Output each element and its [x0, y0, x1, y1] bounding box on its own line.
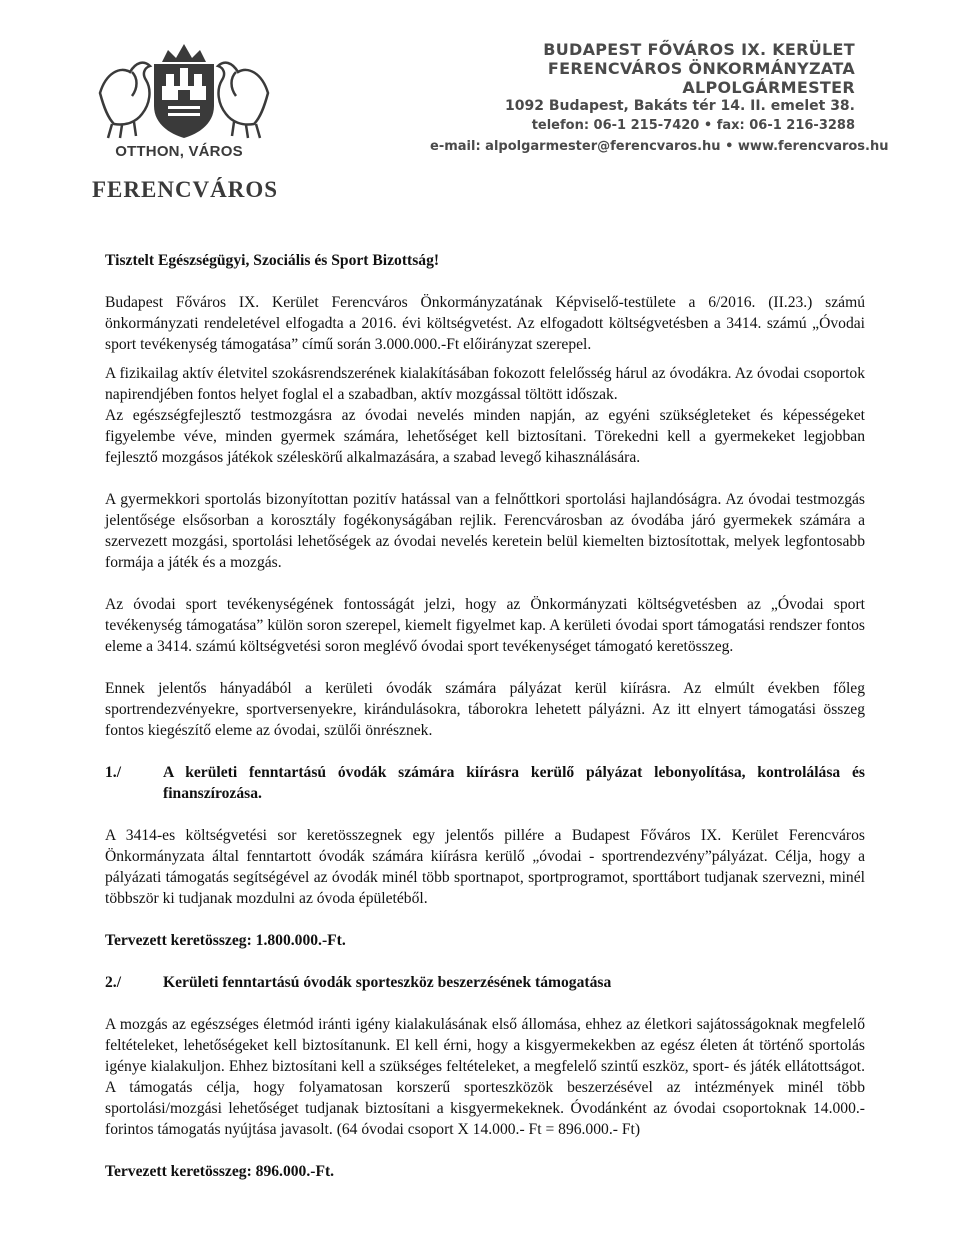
paragraph-budget-intro: Budapest Főváros IX. Kerület Ferencváros Önkormányzatának Képviselő-testülete a 6/2016. (II.23.) számú önkormányzati rendeletével elfogadta a 2016. évi költségvetést. Az elfogadott költségvetésben a 3414. számú „Óvodai sport tevékenység támogatása” című során 3.000.000.-Ft előirányzat szerepel. — [105, 294, 865, 353]
salutation: Tisztelt Egészségügyi, Szociális és Sport Bizottság! — [105, 252, 440, 269]
org-line-2: FERENCVÁROS ÖNKORMÁNYZATA — [547, 59, 855, 78]
planned-budget-1: Tervezett keretösszeg: 1.800.000.-Ft. — [105, 932, 346, 949]
phone-fax-line: telefon: 06-1 215-7420 • fax: 06-1 216-3288 — [531, 118, 855, 133]
paragraph-health-exercise: Az egészségfejlesztő testmozgásra az óvodai nevelés minden napján, az egyéni szükségleteket és képességeket figyelembe véve, minden gyermek számára, lehetőséget kell biztosítani. Törekedni kell a gyermekeket legjobban fejlesztő mozgásos játékok széleskörű alkalmazására, a szabad levegő kihasználására. — [105, 407, 865, 466]
paragraph-childhood-sport: A gyermekkori sportolás bizonyítottan pozitív hatással van a felnőttkori sportolási hajlandóságra. Az óvodai testmozgás jelentősége elsősorban a korosztály fogékonyságában rejlik. Ferencvárosban az óvodába járó gyermekek számára a szervezett mozgási, sportolási lehetőségek az óvodai nevelés keretein belül kiemelten biztosítottak, melyek legfontosabb formája a játék és a mozgás. — [105, 491, 865, 571]
section-title-2: Kerületi fenntartású óvodák sporteszköz beszerzésének támogatása — [163, 974, 612, 991]
org-line-3: ALPOLGÁRMESTER — [682, 78, 855, 97]
paragraph-tender-details: A 3414-es költségvetési sor keretösszegnek egy jelentős pillére a Budapest Főváros IX. Kerület Ferencváros Önkormányzata által fenntartott óvodák számára kiírásra kerülő „óvodai - sportrendezvény”pályázat. Célja, hogy a pályázati támogatás segítségével az óvodák minél több sportnapot, sportprogramot, sporttábort tudjanak szervezni, minél többször ki tudjanak mozdulni az óvoda épületéből. — [105, 827, 865, 907]
motto-text: OTTHON, VÁROS — [115, 143, 243, 160]
section-heading-2 — [105, 972, 865, 993]
city-name: FERENCVÁROS — [92, 177, 279, 202]
org-line-1: BUDAPEST FŐVÁROS IX. KERÜLET — [543, 40, 855, 59]
section-number-2: 2./ — [105, 974, 122, 991]
section-number-1: 1./ — [105, 764, 122, 781]
paragraph-tender: Ennek jelentős hányadából a kerületi óvodák számára pályázat kerül kiírásra. Az elmúlt években főleg sportrendezvényekre, sportversenyekre, kirándulásokra, táborokra lehetett pályázni. Az itt elnyert támogatási összeg fontos kiegészítő eleme az óvodai, szülői önrésznek. — [105, 680, 865, 739]
email-web-line: e-mail: alpolgarmester@ferencvaros.hu • www.ferencvaros.hu — [430, 139, 889, 154]
document-body — [105, 250, 865, 1182]
address-line: 1092 Budapest, Bakáts tér 14. II. emelet 38. — [505, 98, 855, 114]
coat-of-arms-icon — [92, 38, 282, 143]
planned-budget-2: Tervezett keretösszeg: 896.000.-Ft. — [105, 1163, 335, 1180]
paragraph-active-lifestyle: A fizikailag aktív életvitel szokásrendszerének kialakításában fokozott felelősség hárul az óvodákra. Az óvodai csoportok napirendjében fontos helyet foglal el a szabadban, aktív mozgással töltött időszak. — [105, 365, 865, 403]
letterhead — [430, 40, 890, 157]
section-title-1: A kerületi fenntartású óvodák számára kiírásra kerülő pályázat lebonyolítása, kontrolálása és finanszírozása. — [163, 764, 865, 802]
section-heading-1 — [105, 762, 865, 804]
paragraph-equipment: A mozgás az egészséges életmód iránti igény kialakulásának első állomása, ehhez az életkori sajátosságoknak megfelelő feltételeket, lehetőségeket kell biztosítanunk. El kell érni, hogy a kisgyermekekben az egész életen át történő sportolás igénye kialakuljon. Ehhez biztosítani kell a szükséges feltételeket, a megfelelő szintű eszköz, sport- és játék ellátottságot. A támogatás célja, hogy folyamatosan korszerű sporteszközök beszerzésével az intézmények minél több sportolási/mozgási lehetőséget tudjanak biztosítani a kisgyermekeknek. Óvodánként az óvodai csoportoknak 14.000.-forintos támogatás nyújtása javasolt. (64 óvodai csoport X 14.000.- Ft = 896.000.- Ft) — [105, 1016, 865, 1138]
paragraph-sport-importance: Az óvodai sport tevékenységének fontosságát jelzi, hogy az Önkormányzati költségvetésben az „Óvodai sport tevékenység támogatása” külön soron szerepel, kiemelt figyelmet kap. A kerületi óvodai sport támogatási rendszer fontos eleme a 3414. számú költségvetési soron meglévő óvodai sport tevékenységet támogató keretösszeg. — [105, 596, 865, 655]
logo — [92, 38, 282, 202]
